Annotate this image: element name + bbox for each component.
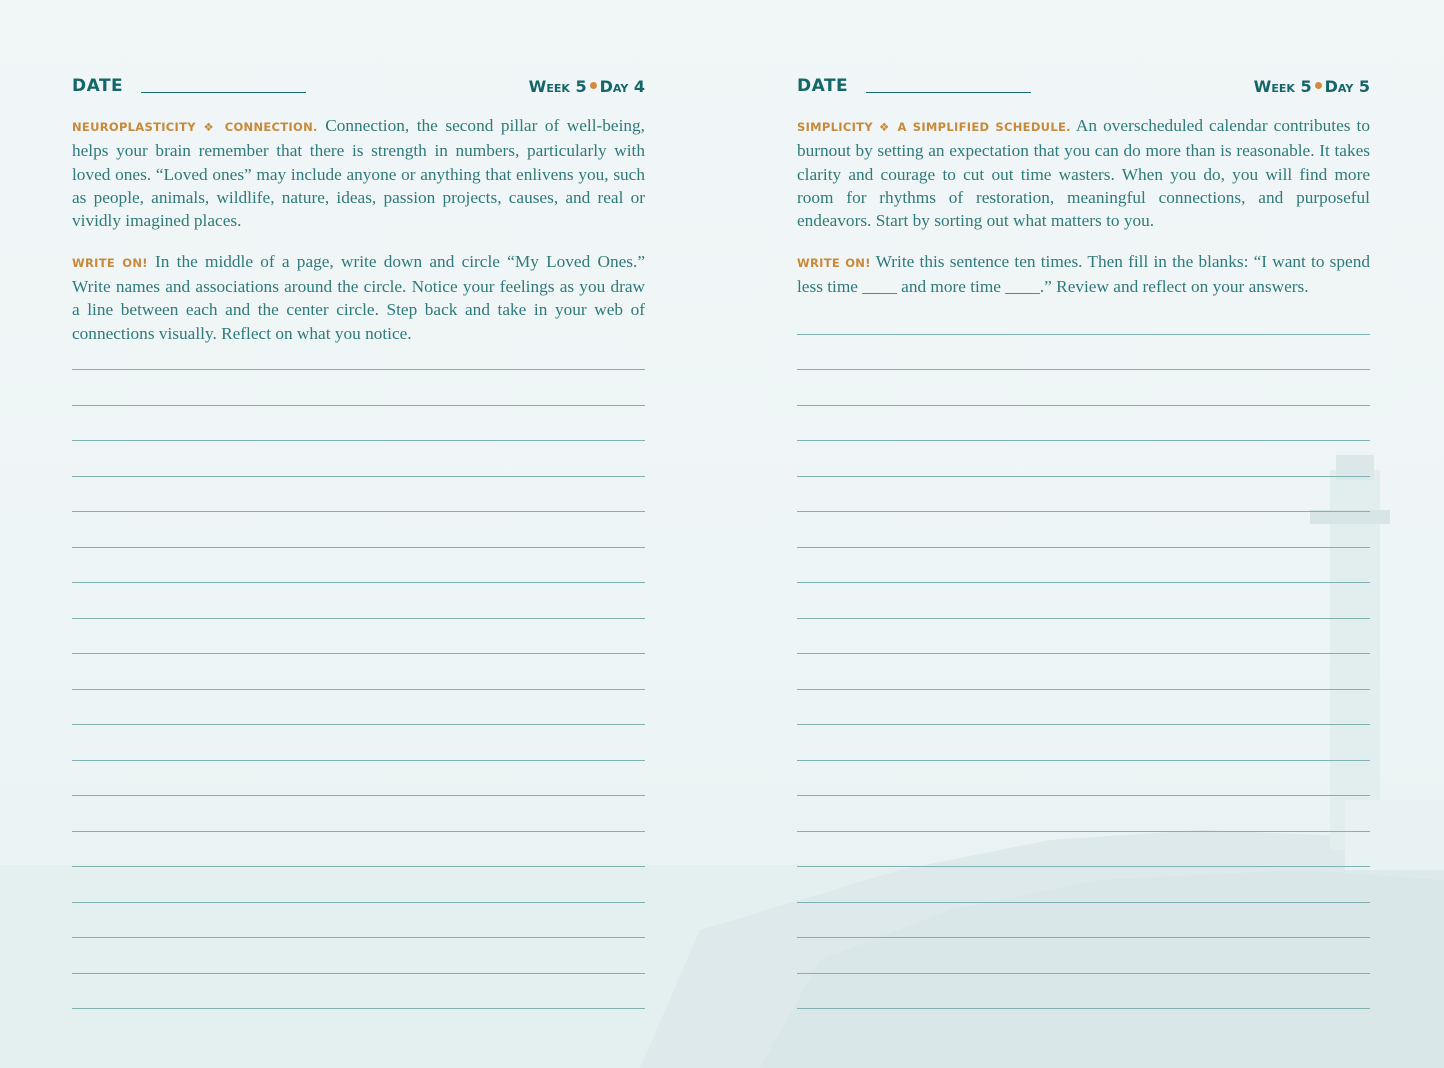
week-label: Week 5: [528, 77, 587, 96]
writing-line[interactable]: [797, 476, 1370, 477]
writing-line[interactable]: [797, 866, 1370, 867]
writing-line[interactable]: [797, 334, 1370, 335]
day-label: Day 5: [1324, 77, 1370, 96]
writing-line[interactable]: [72, 689, 645, 690]
week-day-label: [1254, 77, 1370, 96]
date-line[interactable]: [141, 92, 306, 93]
writing-line[interactable]: [72, 547, 645, 548]
writing-line[interactable]: [72, 795, 645, 796]
date-label: DATE: [72, 76, 124, 96]
writing-line[interactable]: [797, 937, 1370, 938]
prompt-paragraph: [797, 250, 1370, 299]
prompt-text: In the middle of a page, write down and circle “My Loved Ones.” Write names and associations around the circle. Notice your feelings as you draw a line between each and the center circle. Step back and take in your web of connections visually. Reflect on what you notice.: [72, 251, 645, 343]
writing-line[interactable]: [72, 831, 645, 832]
prompt-paragraph: [72, 250, 645, 345]
section-text: Connection, the second pillar of well-being, helps your brain remember that there is strength in numbers, particularly with loved ones. “Loved ones” may include anyone or anything that enlivens you, such as people, animals, wildlife, nature, ideas, passion projects, causes, and real or vividly imagined places.: [72, 116, 645, 231]
writing-line[interactable]: [797, 902, 1370, 903]
writing-line[interactable]: [72, 902, 645, 903]
left-page: [72, 70, 645, 362]
writing-line[interactable]: [797, 1008, 1370, 1009]
prompt-label: WRITE ON!: [797, 255, 871, 270]
writing-line[interactable]: [797, 689, 1370, 690]
writing-line[interactable]: [72, 369, 645, 370]
prompt-label: WRITE ON!: [72, 255, 148, 270]
section-text: An overscheduled calendar contributes to burnout by setting an expectation that you can do more than is reasonable. It takes clarity and courage to cut out time wasters. When you do, you will find more room for rhythms of restoration, meaningful connections, and purposeful endeavors. Start by sorting out what matters to you.: [797, 116, 1371, 231]
writing-line[interactable]: [72, 582, 645, 583]
writing-line[interactable]: [797, 582, 1370, 583]
week-label: Week 5: [1253, 77, 1312, 96]
writing-line[interactable]: [797, 973, 1370, 974]
date-label: DATE: [797, 76, 849, 96]
writing-line[interactable]: [72, 724, 645, 725]
writing-line[interactable]: [72, 973, 645, 974]
writing-line[interactable]: [797, 369, 1370, 370]
right-page: [797, 70, 1370, 316]
writing-line[interactable]: [797, 795, 1370, 796]
writing-line[interactable]: [72, 405, 645, 406]
page-header: [797, 70, 1370, 96]
writing-line[interactable]: [72, 1008, 645, 1009]
section-label: NEUROPLASTICITY ❖ CONNECTION.: [72, 120, 318, 134]
day-label: Day 4: [599, 77, 645, 96]
writing-line[interactable]: [797, 618, 1370, 619]
page-header: [72, 70, 645, 96]
date-field: [797, 76, 1031, 96]
writing-line[interactable]: [797, 724, 1370, 725]
writing-line[interactable]: [72, 866, 645, 867]
writing-line[interactable]: [72, 440, 645, 441]
writing-line[interactable]: [797, 511, 1370, 512]
writing-line[interactable]: [72, 476, 645, 477]
date-line[interactable]: [866, 92, 1031, 93]
section-label: SIMPLICITY ❖ A SIMPLIFIED SCHEDULE.: [797, 120, 1071, 134]
writing-line[interactable]: [72, 618, 645, 619]
writing-line[interactable]: [797, 405, 1370, 406]
writing-line[interactable]: [797, 547, 1370, 548]
writing-line[interactable]: [797, 760, 1370, 761]
section-paragraph: [72, 114, 645, 232]
writing-line[interactable]: [72, 937, 645, 938]
prompt-text: Write this sentence ten times. Then fill in the blanks: “I want to spend less time ____ and more time ____.” Review and reflect on your answers.: [797, 251, 1370, 297]
writing-line[interactable]: [797, 440, 1370, 441]
section-paragraph: [797, 114, 1370, 232]
bullet-dot-icon: [590, 82, 597, 89]
writing-line[interactable]: [72, 760, 645, 761]
week-day-label: [529, 77, 645, 96]
writing-line[interactable]: [797, 831, 1370, 832]
writing-line[interactable]: [72, 653, 645, 654]
date-field: [72, 76, 306, 96]
writing-line[interactable]: [797, 653, 1370, 654]
writing-line[interactable]: [72, 511, 645, 512]
bullet-dot-icon: [1315, 82, 1322, 89]
